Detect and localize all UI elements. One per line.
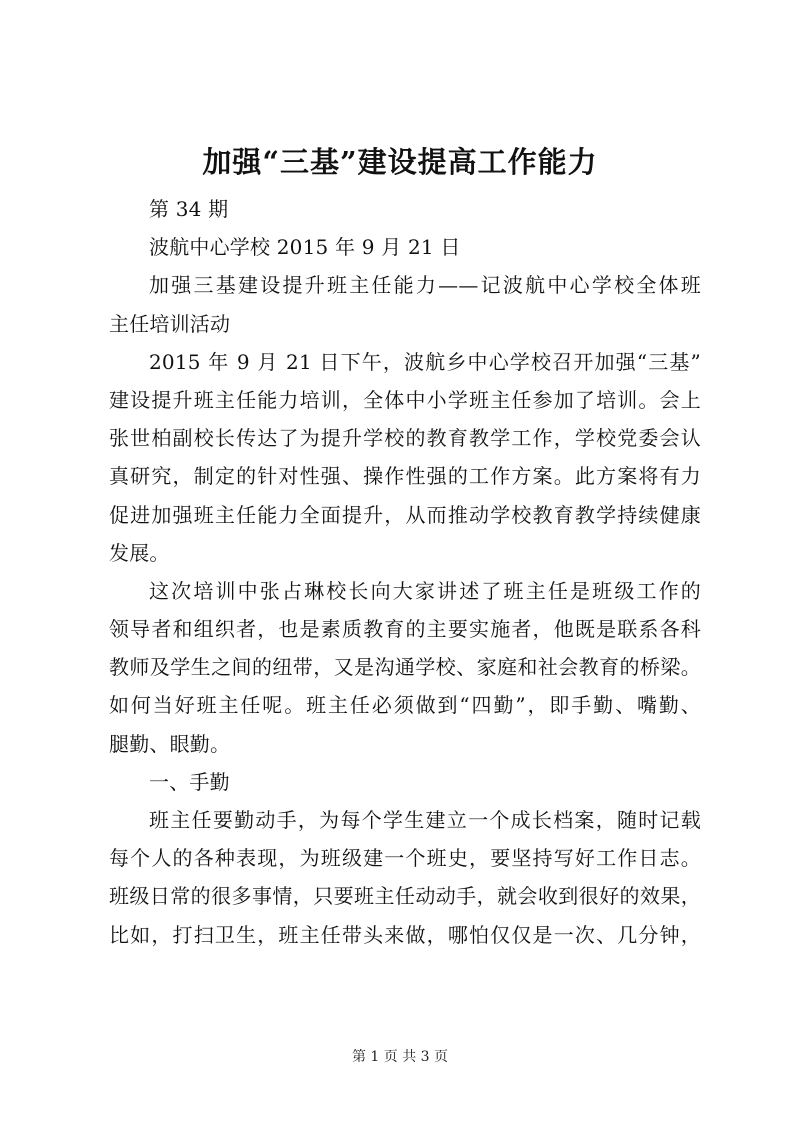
text-line: 一、手勤 [149, 769, 230, 794]
page-footer: 第 1 页 共 3 页 [351, 1049, 449, 1065]
text-line: 腿勤、眼勤。 [109, 731, 231, 756]
document-body [109, 190, 701, 954]
text-line: 比如，打扫卫生，班主任带头来做，哪怕仅仅是一次、几分钟， [109, 922, 701, 947]
text-line: 如何当好班主任呢。班主任必须做到“四勤”，即手勤、嘴勤、 [109, 693, 701, 718]
text-line: 教师及学生之间的纽带，又是沟通学校、家庭和社会教育的桥梁。 [109, 655, 701, 680]
text-line: 建设提升班主任能力培训，全体中小学班主任参加了培训。会上 [109, 387, 701, 412]
text-line: 这次培训中张占琳校长向大家讲述了班主任是班级工作的 [149, 578, 701, 603]
text-line: 真研究，制定的针对性强、操作性强的工作方案。此方案将有力 [109, 464, 701, 489]
text-line: 波航中心学校 2015 年 9 月 21 日 [149, 235, 461, 260]
text-line: 2015 年 9 月 21 日下午，波航乡中心学校召开加强“三基” [149, 349, 701, 374]
text-line: 第 34 期 [149, 197, 229, 221]
text-line: 班级日常的很多事情，只要班主任动动手，就会收到很好的效果， [109, 884, 701, 909]
text-line: 促进加强班主任能力全面提升，从而推动学校教育教学持续健康 [109, 502, 701, 527]
text-line: 班主任要勤动手，为每个学生建立一个成长档案，随时记载 [149, 808, 701, 832]
document-title: 加强“三基”建设提高工作能力 [202, 145, 598, 179]
text-line: 每个人的各种表现，为班级建一个班史，要坚持写好工作日志。 [109, 846, 701, 871]
text-line: 张世柏副校长传达了为提升学校的教育教学工作，学校党委会认 [109, 426, 701, 451]
text-line: 领导者和组织者，也是素质教育的主要实施者，他既是联系各科 [109, 617, 701, 642]
text-line: 加强三基建设提升班主任能力——记波航中心学校全体班 [149, 273, 701, 298]
text-line: 主任培训活动 [109, 311, 231, 336]
text-line: 发展。 [109, 540, 170, 565]
